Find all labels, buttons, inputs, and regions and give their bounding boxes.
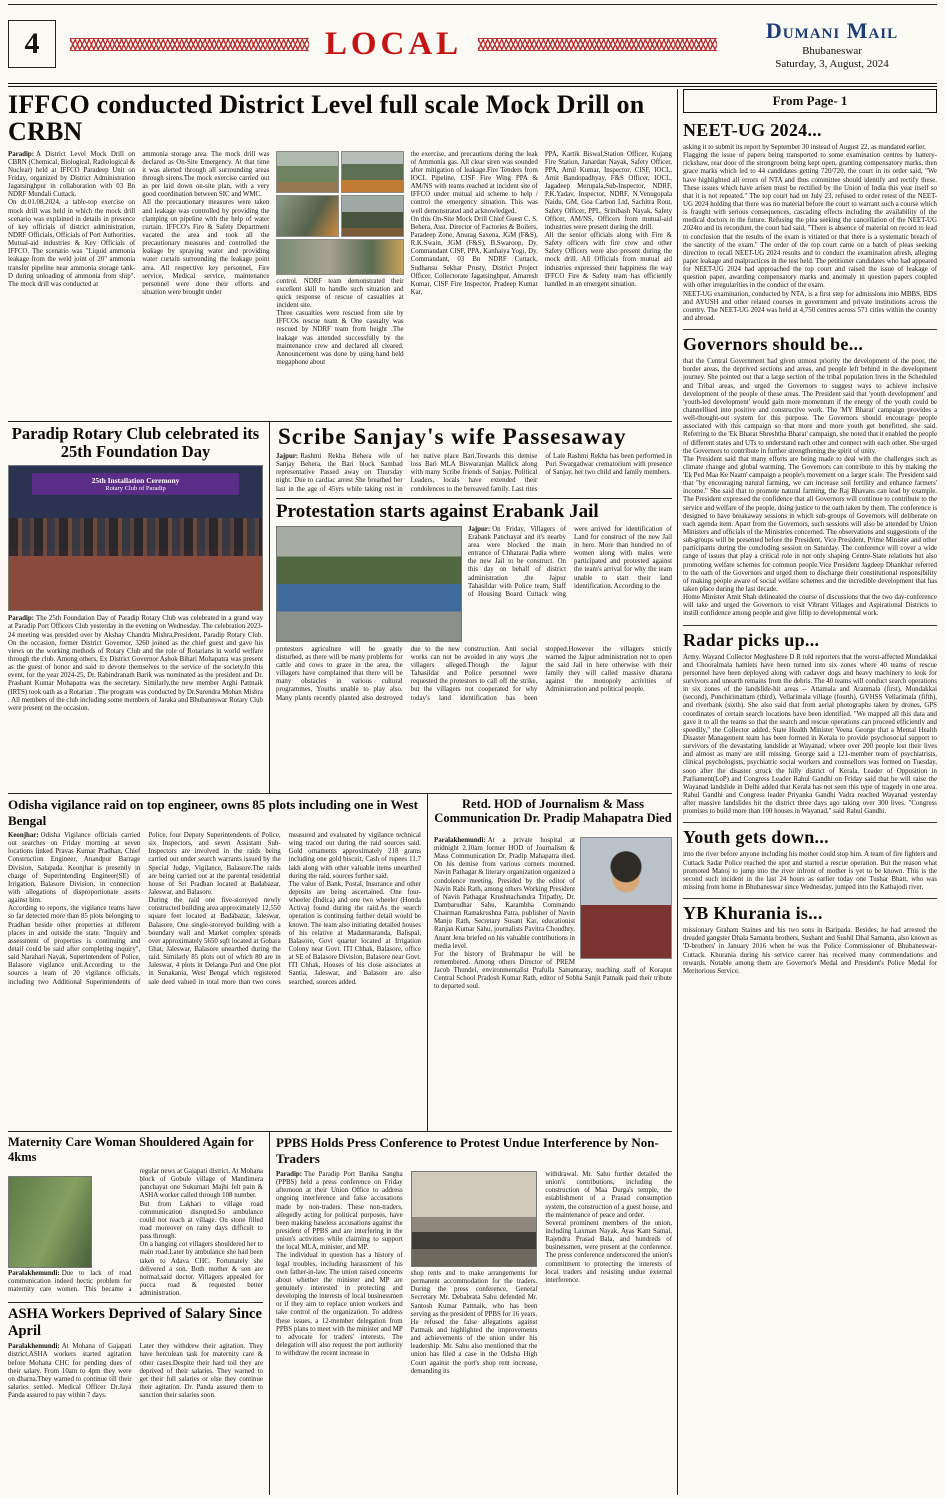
iffco-column-1	[8, 151, 135, 368]
main-content	[8, 89, 937, 1495]
mock-drill-photo-5	[276, 239, 403, 275]
iffco-column-2	[142, 151, 269, 368]
article-headline: Maternity Care Woman Shouldered Again for 4kms	[8, 1135, 254, 1164]
top-rule	[8, 4, 937, 5]
article-body: The Paradip Port Banika Sangha (PPBS) held a press conference on Friday afternoon at their Union Office to address ongoing interference and false accusations made by non-traders. These non-traders, allegedly acting for political purposes, have been making baseless accusations against the president of PPBS and are interfering in the union's activities while claiming to support the local MLA, minister, and MP. The individual in question has a history of legal troubles, including harassment of his own father-in-law. The union raised concerns about whether the minister and MP are genuinely interested in protecting and developing the interests of local businessmen or if they aim to replace union workers and take control of the organization. To address these issues, a 12-member delegation from PPBS plans to meet with the minister and MP to advocate for traders' interests. The delegation will also request the port authority to withdraw the recent increase in	[276, 1171, 403, 1358]
stub-headline: NEET-UG 2024...	[683, 120, 822, 140]
article-headline: PPBS Holds Press Conference to Protest Undue Interference by Non-Traders	[276, 1135, 659, 1166]
article-headline: Protestation starts against Erabank Jail	[276, 500, 599, 522]
article-body: At Mohana of Gajapati district,ASHA workers started agitation before Mohana CHC for pending dues of their salary. From 10am to 4pm they were on dharna.They warned to continue till their salaries settled. Medical Officer Dr.Jaya Panda assured to pay within 7 days. Later they withdrew their agitation. They have herculean task for maternity care & other cases.Despite their hard toil they are deprived of their salaries. They warned to get their full salaries or else they continue their agitation. Dr. Panda assured them to sanction their salaries soon.	[8, 1343, 263, 1400]
article-headline: ASHA Workers Deprived of Salary Since April	[8, 1306, 262, 1340]
banner-line-1: 25th Installation Ceremony	[91, 476, 180, 486]
from-page-1-column	[683, 89, 937, 1495]
ppbs-column-1	[276, 1171, 403, 1376]
article-scribe-wife	[276, 424, 672, 499]
article-body: PPA, Kartik Biswal,Station Officer, Kujang Fire Station, Janardan Nayak, Safety Officer, PPA, Amil Kumar, Inspector, CISF, IOCL, Amit Bandopadhyay, F&S Officer, IOCL, Jagadeep Merupala,Sub-Inspector, NDRF, P.K.Yadav, Inspector, NDRF, N.Venugopala Naidu, GM, Goa Carbon Ltd, Sachitra Rout, Safety Officer, PPL, Srinibash Nayak, Safety Officer, AM/NS, Officers from mutual-aid industries were present during the drill. All the senior officials along with Fire & Safety officers with fire crew and other Safety Officers were also present during the mock drill. All Officials from mutual aid industries expressed their happiness the way IFFCO Fire & Safety team has efficiently handled in an emergent situation.	[544, 150, 672, 288]
decorative-band-right	[478, 38, 717, 51]
page-number: 4	[8, 20, 56, 68]
stub-headline: YB Khurania is...	[683, 903, 823, 924]
dateline: Keonjhar:	[8, 832, 39, 839]
row-maternity-ppbs	[8, 1131, 672, 1495]
iffco-column-5	[545, 151, 672, 368]
article-body: Rashmi Rekha Behera wife of Sanjay Behera, the Bari block Sambad representative Passed away on Thursday night. Due to cardiac arrest She breathed her last in the age of 45yrs while taking rest in her native place Bari.Towards this demise loss Bari MLA Biswaranjan Mallick along with many Scribe friends of Sanjay, Political Leaders, locals have extended their condolences to the bereaved family. Last rites of Late Rashmi Rekha has been performed in Puri Swargadwar crematorium with presence of Sanjay, her two child and family members.	[276, 453, 672, 493]
masthead-city: Bhubaneswar	[802, 45, 862, 57]
iffco-column-3	[276, 151, 403, 368]
erabank-top	[276, 526, 672, 642]
dateline: Paralakhemundi:	[8, 1270, 60, 1278]
stub-youth	[683, 822, 937, 898]
article-body: shop rents and to make arrangements for permanent accommodation for the traders. During the press conference, General Secretary Mr. Debabrata Sahu defended Mr. Santosh Kumar Pattnaik, who has been serving as the president of PPBS for 16 years. He refused the false allegations against Pattnaik and highlighted the improvements and achievements of the union under his leadership. Mr. Sahu also mentioned that the union has filed a case in the Odisha High Court against the port's shop rent increase, demanding its	[410, 1270, 538, 1375]
iffco-columns	[8, 151, 672, 368]
masthead-date: Saturday, 3, August, 2024	[775, 58, 889, 70]
mock-drill-photo-4	[341, 195, 404, 237]
article-body: The 25th Foundation Day of Paradip Rotary Club was celebrated in a grand way at Paradip Port Officers Club yesterday in the evening on Wednesday. The celebration 2023-24 meeting was presided over by Akshay Chandra Mishra,President, Paradip Rotary Club. On the occasion, former District Governor, 3260 joined as the chief guest and gave his views on the working methods of Rotary Club and the role of Rotarians in world welfare through the club. Among others, Ex District Governor Ashok Bihari Mohapatra was present as the guest of honor and said to devote themselves to the service of the society.In this event, for the year 2024-25, Dr. Rabindranath Barik was nominated as the president and Dr. Prashant Kumar Mohapatra was the secretary. Similarly,the new member Arghi Pattnaik (IRTS) took oath as a Rotarian . The program was conducted by Dr.Surendra Mohan Mishra . All members of the club including some members of Jaraka and Bhubaneswar Rotary Club were present on the occasion.	[8, 615, 263, 712]
article-body-wrap	[8, 832, 421, 987]
banner-line-2: Rotary Club of Paradip	[105, 485, 166, 493]
article-hod-died	[428, 794, 672, 1131]
article-body-wrap	[8, 615, 263, 713]
article-body: ammonia storage area. The mock drill was declared as On-Site Emergency. At that time it was alerted through all surrounding areas through sirens.The mock exercise carried out as per laid down on-site plan, with a very good coordination between SIC and WMC. All the precautionary measures were taken and leakage was controlled by providing the clamping on pipeline with the help of water curtain. IFFCO's Fire & Safety Department vacated the area and took all the precautionary measures and controlled the leakage by spraying water and providing water curtain surrounding the leakage point area. All respective key personnel, Fire service, Medical service, maintenance personnel were done their efforts and situation were brought under	[142, 150, 270, 296]
masthead-title: Dumani Mail	[765, 18, 899, 43]
decorative-band-left	[70, 38, 309, 51]
article-erabank-jail	[276, 499, 672, 703]
article-body: control. NDRF team demonstrated their excellent skill to handle such situation and quick response of rescue of casualties at incident site. Three casualties were rescued from site by IFFCOs rescue team & One casualty was rescued by NDRF team from height .The leakage was attended successfully by the maintenance crew and declared all cleared. Announcement was done by using hand held megaphone about	[276, 277, 404, 366]
iffco-column-4	[411, 151, 538, 368]
article-headline: Scribe Sanjay's wife Passesaway	[278, 424, 627, 449]
stub-body: that the Central Government had given utmost priority the development of the poor, the border areas, the deprived sections and areas, and people left behind in the development journey. She pointed out that a large section of the tribal population lives in the Scheduled and Tribal areas, and urged the Governors to suggest ways to achieve inclusive development of the people of these areas. The President said that 'youth development' and 'youth-led development' would gain more momentum if the energy of the youth could be channellised into positive and constructive work. The 'MY Bharat' campaign provides a well-thought-out system for this purpose. The Governors should encourage people associated with this campaign so that more and more youth get benefitted, she said. Referring to the 'Ek Bharat Shreshtha Bharat' campaign, she noted that it enabled the people of different states and UTs to understand each other and connect with each other. She urged the Governors to contribute in further strengthening the spirit of unity. The President said that many efforts are being made to deal with the challenges such as climate change and global warming. The Governors can contribute to this by making the 'Ek Ped Maa Ke Naam' campaign a people's movement on a larger scale. The President said that "by encouraging natural farming, we can increase soil fertility and enhance farmers' income." She said that to promote natural farming, the Raj Bhavans can lead by example. The President expressed the confidence that all Governors will continue to contribute to the service and welfare of the people, doing justice to the oath taken by them. The conference is designed to have breakaway sessions in which sub-groups of Governors will deliberate on each agenda item. Apart from the Governors, such sessions will also be attended by Union Ministers and officials of the Ministries concerned. The observations and suggestions of the sub-groups will be presented before the President, Vice President, Prime Minister and other participants during the concluding session on Saturday. The conference will cover a wide range of issues that play a critical role in not only shaping Centre-State relations but also promoting welfare schemes for common people.Vice President Jagdeep Dhankhar referred to the oath of the Governors and urged them to discharge their constitutional responsibility of making people aware of social welfare schemes and the incredible development that has taken place during the last decade. Home Minister Amit Shah delineated the course of discussions that the two day-conference will take and urged the Governors to visit Vibrant Villages and Aspirational Districts to instill confidence among people and give fillip to developmental work.	[683, 358, 937, 618]
article-body-wrap	[276, 453, 672, 494]
article-body: On Friday, Villagers of Erabank Panchayat and it's nearby area were blocked the main entrance of Chhatarai Padia where the new Jail to be construct. On this day on behalf of district administration ,the Jajpur Tahasildar with Police team, Staff of Housing Board Cuttack wing were arrived for identification of Land for construct of the new Jail in here. More than hundred no of women along with males were participated and protested against the team's arrival for why the team unable to start their land identification. According to the	[468, 525, 672, 598]
stub-neet-ug	[683, 118, 937, 329]
row-vigilance-hod	[8, 793, 672, 1131]
article-rotary-club	[8, 422, 270, 793]
stub-headline: Radar picks up...	[683, 629, 820, 650]
from-page-1-header: From Page- 1	[683, 89, 937, 113]
stub-governors	[683, 329, 937, 625]
mock-drill-photo-1	[276, 151, 339, 193]
article-headline: Paradip Rotary Club celebrated its 25th Foundation Day	[11, 424, 260, 462]
article-body-wrap	[468, 526, 672, 642]
ppbs-conference-photo	[411, 1171, 538, 1267]
dateline: Jajpur:	[276, 453, 299, 460]
article-body: Due to lack of road communication indeed hectic problem for maternity care women. This became a regular news at Gajapati district. At Mohana block of Gobule village of Mandimera panchayat one Sukumari Majhi felt pain & ASHA worker called through 108 number. But from Lakhari to village road communication disrupted.So ambulance could not reach at village. On stone filled road moreover on rainy days difficult to pass through. On a hanging cot villagers shouldered her to main road.Later by ambulance she had been taken to Adava CHC. Fortunately she delivered a son. Both mother & son are normal,said doctor. Villagers appealed for pucca road & requested better administration.	[8, 1168, 263, 1298]
stub-headline: Governors should be...	[683, 334, 864, 355]
article-body: At a private hospital at midnight 2.10am former HOD of Journalism & Mass Communication Dr. Pradip Mahapatra died. On his demise from various corners mourned. Navin Pathagar & literary organization organized a condolence meeting. Presided by the editor of Navin Rabi Rath, among others Working President of Navin Pathagar Krushnachandra Tripathy, Dr. Dambarudhar Sahu, Karambha Commando Chairman Ramakrushna Patra, publisher of Navin Manju Rath, Secretary Susant Kar, educationist Ranjan Kumar Sahu, journalists Pavitra Choudhry, Anant Jena briefed on his valuable contributions in media level. For the history of Brahmapur he will be remembered. Among others Director of PREM Jacob Thundel, environmentalist Prafulla Samantaray, teaching staff of Koraput Central School Pradosh Kumar Rath, editor of Sobha Sanjit Patnaik paid their tribute to departed soul.	[434, 836, 672, 991]
dateline: Jajpur:	[468, 525, 491, 533]
rotary-photo-people	[9, 518, 262, 555]
rotary-photo-banner	[32, 473, 239, 495]
mock-drill-photo-3	[276, 195, 339, 237]
article-headline: Odisha vigilance raid on top engineer, owns 85 plots including one in West Bengal	[8, 797, 418, 828]
section-title: LOCAL	[324, 25, 463, 62]
stub-headline: Youth gets down...	[683, 827, 829, 848]
dateline: Paralakhemundi:	[8, 1343, 60, 1351]
page-header	[8, 8, 937, 80]
row-rotary-scribe	[8, 421, 672, 793]
mock-drill-photo-2	[341, 151, 404, 193]
article-body: withdrawal. Mr. Sahu further detailed the union's contributions, including the construction of Maa Durga's temple, the establishment of a Prasad consumption system, the construction of a guest house, and the maintenance of peace and order. Several prominent members of the union, including Laxman Nayak, Ayas Kant Samal, Rajendra Prasad Bala, and hundreds of businessmen, were present at the conference. The press conference underscored the union's commitment to protecting the interests of local traders and resisting undue external interference.	[545, 1171, 672, 1284]
stub-body: missionary Graham Staines and his two sons in Baripada. Besides, he had arrested the dreaded gangster Dhala Samanta brothers, Sushant and Sushil Dhal Samanta, also known as 'D-brothers' in January 2016 when he was the Police Commissioner of Bhubaneswar-Cuttack. Khurania during his service career has received many commendations and rewards. Notable among them are Governor's Medal and President's Police Medal for Meritorious Service.	[683, 927, 937, 975]
header-rule	[8, 83, 937, 87]
dateline: Paradip:	[276, 1171, 303, 1178]
article-headline: Retd. HOD of Journalism & Mass Communication Dr. Pradip Mahapatra Died	[434, 797, 672, 826]
article-vigilance-raid	[8, 794, 428, 1131]
rotary-club-photo	[8, 465, 263, 611]
left-area	[8, 89, 672, 1495]
article-asha-workers	[8, 1302, 263, 1400]
masthead-block	[717, 18, 937, 70]
ppbs-columns	[276, 1171, 672, 1376]
dateline: Paradip:	[8, 150, 35, 158]
stub-body: asking it to submit its report by September 30 instead of August 22, as mandated earlier. Flagging the issue of papers being transported to some examination centres by battery-rickshaw, rear door of the strongroom being kept open, granting compensatory marks, then grace marks which led to 44 candidates getting 720/720, the court in its order said, "We have highlighted all errors of NTA and thus committee should identify and rectify these. These issues which have arisen must be rectified by the Union of India this year itself so that it is not repeated." The top court had on July 23, refused to order retest of the NEET-UG 2024 holding that there was no material before the court to warrant such a course which is fraught with serious consequences, cascading effects including the availability of the medical doctors in the future. Refusing the plea seeking the cancellation of the NEET-UG 2024to and its recondunt, the court had said, "There is absence of material on record to lead to conclusion that the results of the exam is vitiated or that there is a systematic breach of the sanctity of the exam." The order of the top court came on a batch of pleas seeking direction to recall NEET-UG 2024 results and to conduct the examination afresh, alleging paper leakage and malpractices in the test held. The petitioner candidates who had appeared for NEET-UG 2024 had approached the top court and raised the issue of leakage of question paper, awarding compensatory marks and anomaly in question papers coupled with other irregularities in the conduct of the exam. NEET-UG examination, conducted by NTA, is a first step for admissions into MBBS, BDS and AYUSH and other related courses in government and private institutions across the country. The NEET-UG 2024 was held at 4,750 centres across 571 cities within the country and abroad.	[683, 144, 937, 322]
column-divider	[677, 89, 678, 1495]
maternity-cot-photo	[8, 1176, 92, 1268]
row4-left	[8, 1132, 270, 1495]
erabank-protest-photo	[276, 526, 462, 642]
ppbs-column-3	[545, 1171, 672, 1376]
article-body-wrap	[434, 829, 672, 992]
stub-radar	[683, 625, 937, 823]
stub-body: into the river before anyone including his mother could stop him. A team of fire fighters and Cuttack Sadar Police reached the spot and started a rescue operation. But the reason what promoted Manoj to jump into the river infront of mother is yet to be known. This is the second such incident in the last 24 hours as earlier today one Tushar Bhatt, who was missing from home in Bhubaneswar since Wednesday, jumped into the Kathajodi river.	[683, 851, 937, 891]
pradip-mahapatra-portrait-photo	[580, 837, 672, 959]
article-headline: IFFCO conducted District Level full scale Mock Drill on CRBN	[8, 90, 645, 147]
article-body: Odisha Vigilance officials carried out searches on Friday morning at seven locations linked Pravas Kumar Pradhan, Chief Construction Engineer, Anandpur Barrage Division, Salapada. Keonjhar is presently in charge of Superintending Engineer(SE) of Irrigation, Balasore Division, in connection with allegations of disproportionate assets against him. According to reports, the vigilance teams have so far detected more than 85 plots belonging to Pradhan beside other properties at different places in and outside the state. "Inquiry and assessment of properties is continuing and detail could be said after completing inquiry", said Narahari Nayak, Superintendent of Police, Balasore vigilance unit.According to the sources a team of 20 vigilance officials, including two Additional Superintendents of Police, four Deputy Superintendents of Police, six Inspectors, and seven Assistant Sub-Inspectors are involved in the raids being carried out under search warrants issued by the Special Judge, Vigilance, Balasore.The raids are being carried out at the parental residential house of Sri Pradhan located at Badabazar, Jaleswar, and Balasore. During the raid one five-storeyed newly constructed building area approximately 12,550 square feet located at Badabazar, Jaleswar, Balasore, One single-storeyed building with a boundary wall and Market complex spreads over approximately 5650 sqft located at Gobara Ghat, Jaleswar, Balasore unearthed during the raid. Similarly 85 plots out of which 80 are in Jaleswar, 4 plots in Delanga Puri and One plot in Sunakania, West Bengal which registered sale deed valued in total more than two cores measured and evaluated by vigilance technical wing traced out during the raid sources said. Gold ornaments approximately 218 grams including one gold biscuit, Cash of rupees 11.7 lakh along with other valuable items unearthed during the raid, sources further said. The value of Bank, Postal, Insurance and other deposits are being ascertained. One four-wheeler (Indica) and one two wheeler (Honda Activa) found during the raid.As the search operation is continuing further detail would be known. The team also initiating detailed houses of his relative at Madanmaranda, Balispal, Balasore, Govt quarter located at Irrigation Colony near Govt. ITI Chhak, Balasore, office at SE of Balasore Division, Balasore near Govt. ITI Chhak, Houses of his close associates at Santia, Jaleswar, and Balasore are also searched, sources added.	[8, 832, 421, 986]
section-banner	[70, 26, 717, 63]
stub-body: Army. Wayand Collector Meghashree D R told reporters that the worst-affected Mundakkai and Chooralmala hamlets have been turned into six zones where 40 teams of rescue personnel have been deployed along with cadaver dogs and heavy machinery to look for survivors and unearth remains from the debris. The 40 teams will conduct search operations in six zones of the landslide-hit areas -- Attamala and Aranmala (first), Mundakkai (second), Punchirimattam (third), Vellarimala village (fourth), GVHSS Vellarimala (fifth), and riverbank (sixth). She also said that from aerial photographs taken by drones, GPS coordinates of certain search locations have been identified. "We mapped all this data and gave it to all the teams so that the search and rescue operations can proceed efficiently and speedily," the Collector added. State Health Minister Veena George that a Mental Health Disaster Management team has been formed in Kerala to provide psychosocial support to survivors of the devastating landslide at Wayanad, where over 200 people lost their lives and almost as many are still missing. George said a 121-member team of psychiatrists, clinical psychologists, psychiatric social workers and counsellors was formed on Tuesday, soon after the disaster struck the hilly district of Kerala. Leader of Opposition in Parliament(LoP) and Congress Leader Rahul Gandhi on Friday said that he will raise the Wayanad landslide in Delhi added that Kerala has not seen this type of tragedy in one area. Rahul Gandhi and Congress leader Priyanka Gandhi Vadra reached Wayanad yesterday after massive landslides hit the district three days ago taking over 300 lives. "Congress promises to build more than 100 houses in Wayanad," said Rahul Gandhi.	[683, 653, 937, 816]
row2-right	[270, 422, 672, 793]
article-maternity-care	[8, 1135, 263, 1298]
stub-yb-khurania	[683, 898, 937, 982]
article-body: protestors agriculture will be greatly disturbed, as there will be many problems for cattle and cows to graze in the area, the villagers have complained that there will be many obstacles in various cultural programmes, Youths unable to play also. Many plants recently planted also destroyed due to the new construction. Anti social works can not be avoided in any ways ,the villagers alleged.Though the Jajpur Tahasildar and Police personnel were requested the protestors to call off the strike, but the villagers not cooperated for why today's land identification has been stopped.However the villagers strictly warned the Jajpur administration not to open the said Jail in here otherwise with their family they will called massive dharana against the monopoly activities of Administration and political people.	[276, 645, 672, 702]
article-body: the exercise, and precautions during the leak of Ammonia gas. All clear siren was sounded after mitigation of leakage.Fire Tenders from IOCL Pipeline, CISF Fire Wing PPA & AM/NS with teams reached at incident site of IFFCO under mutual aid scheme to help / control the emergency situation. This was well demonstrated and acknowledged. On this On-Site Mock Drill Chief Guest C. S. Behera, Asst. Director of Factories & Boilers, Paradeep Zone, Anurag Saxena, JGM (F&S), R.K.Swain, JGM (F&S), B.Swaroop, Dy. Commandant CISF, PPA, Kanhaiya Yogi, Dy. Commandant, 03 Bn NDRF Cuttack, Sudhansu Sekhar Prusty, District Project Officer, Collectorate Jagatsinghpur, Amaresh Kumar, CISF Fire Inspector, Pradeep Kumar Kar,	[410, 150, 538, 296]
article-body-wrap	[8, 1168, 263, 1298]
article-body: A District Level Mock Drill on CBRN (Chemical, Biological, Radiological & Nuclear) held at IFFCO Paradeep Unit on Friday, organized by District Administration Jagatsinghpur in collaboration with 03 Bn NDRF Mundali Cuttack. On dt.01.08.2024, a table-top exercise on mock drill was held in which the mock drill scenario was explained in details in presence of key officials of district administration, NDRF Officials, Officials of Port Authorities, Mutual-aid industries & Key Officials of IFFCO. The scenario was "Liquid ammonia leakage from the weld joint of 20" ammonia transfer pipeline near ammonia storage tank-D during unloading of ammonia from ship". The mock drill was conducted at	[8, 150, 136, 288]
ppbs-column-2	[411, 1171, 538, 1376]
article-body-wrap	[8, 1343, 263, 1400]
dateline: Paralakhemundi:	[434, 836, 486, 844]
article-iffco-mock-drill	[8, 89, 672, 421]
mock-drill-photo-grid	[276, 151, 403, 275]
article-ppbs-press-conference	[270, 1132, 672, 1495]
dateline: Paradip:	[8, 615, 35, 623]
